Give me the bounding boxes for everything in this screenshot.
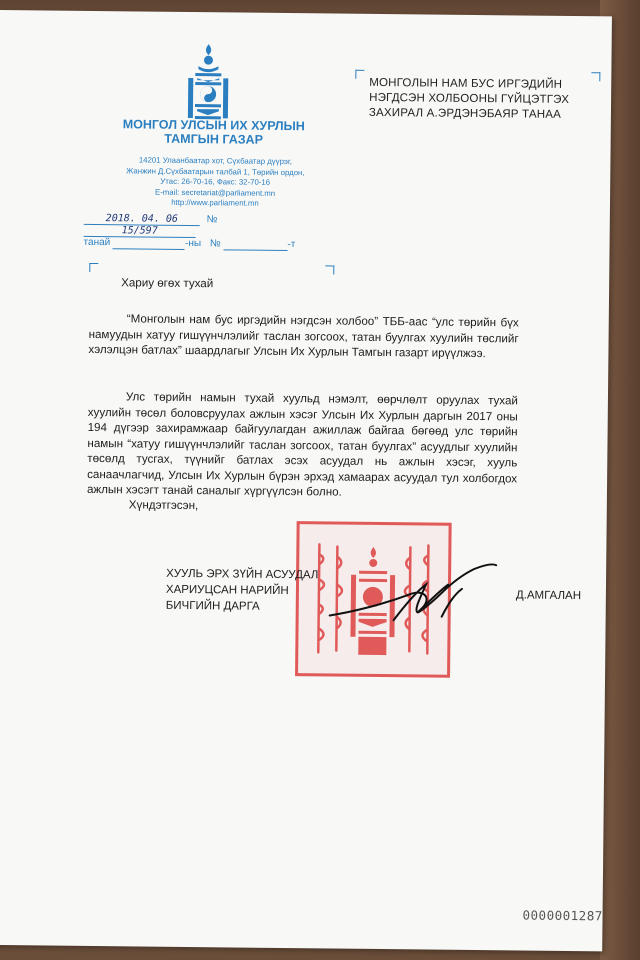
reply-prefix: танай [83, 236, 111, 249]
corner-bracket [355, 70, 364, 79]
corner-bracket [325, 265, 334, 274]
organization-address [90, 155, 341, 210]
closing-phrase: Хүндэтгэсэн, [128, 498, 199, 513]
recipient-block [369, 76, 599, 123]
handwritten-signature-icon [323, 553, 504, 635]
letter-number: 15/597 [121, 225, 158, 237]
body-paragraph-2: Улс төрийн намын тухай хуульд нэмэлт, өөрчлөлт оруулах тухай хуулийн төсөл боловсруулах ажлын хэсэг Улсын Их Хурлын даргын 2017 оны 194 дүгээр захирамжаар байгуулагдан ажиллаж байгаа бөгөөд улс төрийн намын “хатуу гишүүнчлэлийг таслан зогсоох, татан буулгах” асуудлыг хуулийн төсөлд тусгах, түүнийг батлах эсэх асуудал нь ажлын хэсэг, хууль санаачлагчид, Улсын Их Хурлын бүрэн эрхэд хамаарах асуудал тул холбогдох ажлын хэсэгт танай саналыг хүргүүлсэн болно. [86, 390, 519, 499]
signatory-title-line2: ХАРИУЦСАН НАРИЙН [165, 583, 289, 598]
letter-page [0, 10, 612, 951]
address-email: E-mail: secretariat@parliament.mn [154, 187, 276, 198]
letter-subject: Хариу өгөх тухай [121, 276, 214, 291]
reply-reference-line [84, 237, 336, 252]
number-label: № [206, 214, 218, 226]
org-name-line2: ТАМГЫН ГАЗАР [164, 131, 264, 147]
address-line: Жанжин Д.Сүхбаатарын талбай 1, Төрийн ордон, [126, 165, 305, 177]
corner-bracket [89, 263, 98, 272]
recipient-line1: МОНГОЛЫН НАМ БУС ИРГЭДИЙН [369, 76, 563, 91]
organization-name [99, 117, 329, 147]
reply-mid: -ны [184, 237, 202, 250]
document-serial-number: 0000001287 [522, 907, 603, 924]
org-name-line1: МОНГОЛ УЛСЫН ИХ ХУРЛЫН [122, 117, 305, 134]
reply-suffix: -т [287, 239, 296, 251]
address-line: Утас: 26-70-16, Факс: 32-70-16 [160, 176, 271, 187]
signatory-title-line1: ХУУЛЬ ЭРХ ЗҮЙН АСУУДАЛ [166, 567, 319, 582]
reply-number-label: № [209, 238, 221, 250]
recipient-line3: ЗАХИРАЛ А.ЭРДЭНЭБАЯР ТАНАА [368, 106, 562, 121]
letter-date: 2018. 04. 06 [105, 213, 178, 225]
soyombo-emblem-icon [185, 42, 232, 122]
recipient-line2: НЭГДСЭН ХОЛБООНЫ ГҮЙЦЭТГЭХ [369, 91, 570, 106]
body-paragraph-1: “Монголын нам бус иргэдийн нэгдсэн холбоо” ТББ-аас “улс төрийн бүх намуудын хатуу гишүүнчлэлийг таслан зогсоох, татан буулгах хуулийн төслийг хэлэлцэн батлах” шаардлагыг Улсын Их Хурлын Тамгын газарт ирүүлжээ. [88, 312, 519, 361]
address-website: http://www.parliament.mn [171, 197, 259, 208]
reference-line [84, 213, 336, 240]
signatory-title-line3: БИЧГИЙН ДАРГА [165, 599, 260, 613]
address-line: 14201 Улаанбаатар хот, Сүхбаатар дүүрэг, [138, 155, 293, 167]
signatory-title [166, 566, 319, 616]
signatory-name: Д.АМГАЛАН [515, 589, 582, 603]
